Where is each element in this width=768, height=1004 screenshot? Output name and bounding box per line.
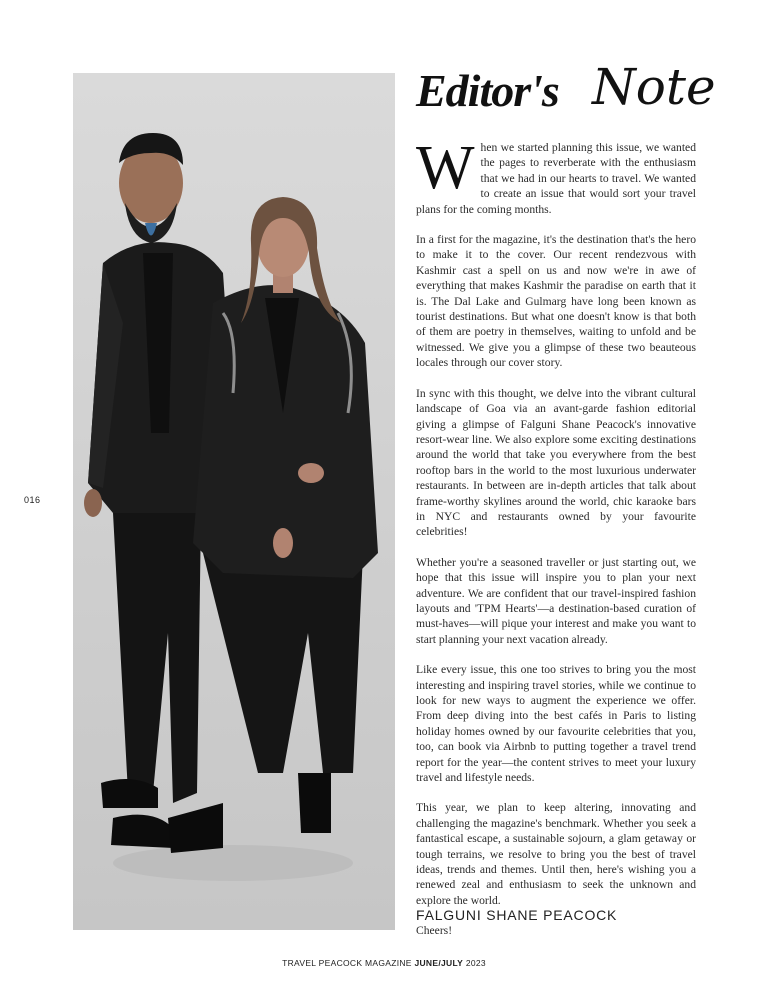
paragraph-3: In sync with this thought, we delve into the vibrant cultural landscape of Goa via an avant-garde fashion editorial giving a glimpse of Falguni Shane Peacock's innovative resort-wear line. We also explore some exciting destinations around the world that take you everywhere from the best rooftop bars in the world to the most luxurious underwater restaurants. In between are in-depth articles that talk about frame-worthy skylines around the world, chic karaoke bars in NYC and restaurants owned by your favourite celebrities! <box>416 386 696 539</box>
title-note: Note <box>592 58 716 116</box>
footer-year: 2023 <box>465 958 486 968</box>
footer-magazine: TRAVEL PEACOCK MAGAZINE <box>282 958 412 968</box>
page-number: 016 <box>24 495 41 505</box>
paragraph-1-text: hen we started planning this issue, we wanted the pages to reverberate with the enthusiasm that we had in our hearts to travel. We wanted to create an issue that would sort your travel plans for the coming months. <box>416 141 696 216</box>
paragraph-4: Whether you're a seasoned traveller or just starting out, we hope that this issue will inspire you to plan your next adventure. We are confident that our travel-inspired fashion layouts and 'TPM Hearts'—a destination-based curation of must-haves—will pique your interest and make you want to start planning your next vacation already. <box>416 555 696 646</box>
footer-issue: JUNE/JULY <box>414 958 464 968</box>
paragraph-6: This year, we plan to keep altering, innovating and challenging the magazine's benchmark. Whether you seek a fantastical escape, a sustainable sojourn, a glam getaway or tough terrains, we resolve to bring you the best of travel ideas, trends and themes. Until then, here's wishing you a renewed zeal and enthusiasm to seek the unknown and explore the world. <box>416 801 696 907</box>
page-footer <box>0 958 768 968</box>
editors-portrait-illustration <box>73 73 395 930</box>
drop-cap: W <box>416 134 475 202</box>
editors-note-article <box>416 134 696 954</box>
signature: FALGUNI SHANE PEACOCK <box>416 907 618 923</box>
page-title <box>416 58 716 122</box>
title-editors: Editor's <box>416 65 559 116</box>
paragraph-1 <box>416 134 696 217</box>
paragraph-5: Like every issue, this one too strives to bring you the most interesting and inspiring travel stories, while we continue to look for new ways to augment the experience we offer. From deep diving into the best cafés in Paris to listing holiday homes owned by our favourite celebrities that you, too, can book via Airbnb to putting together a travel trend report for the year—the content strives to meet your luxury travel and lifestyle needs. <box>416 663 696 785</box>
paragraph-2: In a first for the magazine, it's the destination that's the hero to make it to the cover. Our recent rendezvous with Kashmir cast a spell on us and now we're in awe of everything that makes Kashmir the paradise on earth that it is. The Dal Lake and Gulmarg have long been known as tourist destinations. But what one doesn't know is that both of them are poetry in themselves, waiting to unfold and be witnessed. We give you a glimpse of these two beauteous locales through our cover story. <box>416 233 696 370</box>
cover-photo <box>73 73 395 930</box>
closing: Cheers! <box>416 924 453 938</box>
